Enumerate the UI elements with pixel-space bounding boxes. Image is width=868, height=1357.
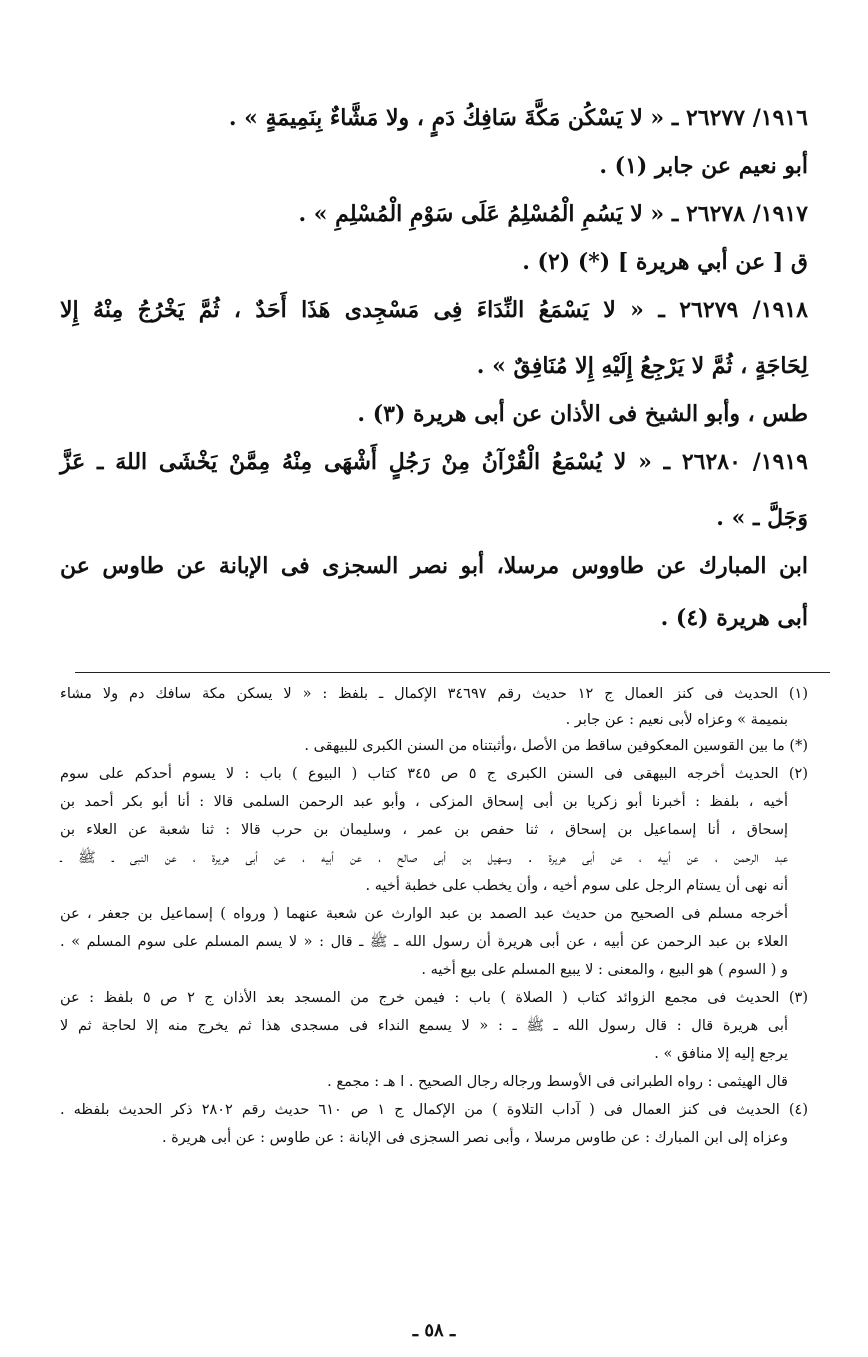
footnote-3-line-1: (٣) الحديث فى مجمع الزوائد كتاب ( الصلاة ) باب : فيمن خرج من المسجد بعد الأذان ج ٢ ص ٥ بلفظ : عن — [60, 990, 808, 1006]
footnote-2-line-6: أخرجه مسلم فى الصحيح من حديث عبد الصمد بن عبد الوارث عن شعبة عنهما ( ورواه ) إسماعيل بن جعفر ، عن — [60, 906, 788, 922]
hadith-1919-line-1: ١٩١٩/ ٢٦٢٨٠ ـ « لا يُسْمَعُ الْقُرْآنُ مِنْ رَجُلٍ أَشْهَى مِنْهُ مِمَّنْ يَخْشَى اللهَ ـ عَزَّ — [60, 449, 808, 475]
footnote-3-line-3: يرجع إليه إلا منافق » . — [654, 1046, 788, 1062]
footnote-3-line-4: قال الهيثمى : رواه الطبرانى فى الأوسط ورجاله رجال الصحيح . ا هـ : مجمع . — [327, 1074, 788, 1090]
footnote-separator — [75, 672, 830, 673]
source-1918: طس ، وأبو الشيخ فى الأذان عن أبى هريرة (٣) . — [357, 401, 808, 427]
footnote-1-line-1: (١) الحديث فى كنز العمال ج ١٢ حديث رقم ٣٤٦٩٧ الإكمال ـ بلفظ : « لا يسكن مكة سافك دم ولا مشاء — [60, 686, 809, 702]
footnote-star: (*) ما بين القوسين المعكوفين ساقط من الأصل ،وأثبتناه من السنن الكبرى للبيهقى . — [304, 738, 808, 754]
hadith-1919-line-2: وَجَلَّ ـ » . — [716, 505, 808, 531]
source-1917: ق [ عن أبي هريرة ] (*) (٢) . — [522, 249, 808, 275]
footnote-2-line-3: إسحاق ، أنا إسماعيل بن إسحاق ، ثنا حفص بن عمر ، وسليمان بن حرب قالا : ثنا شعبة عن العلاء بن — [60, 822, 788, 838]
footnote-1-line-2: بنميمة » وعزاه لأبى نعيم : عن جابر . — [565, 712, 788, 728]
source-1916: أبو نعيم عن جابر (١) . — [599, 153, 808, 179]
page-number: ـ ٥٨ ـ — [412, 1320, 456, 1341]
footnote-2-line-7: العلاء بن عبد الرحمن عن أبيه ، عن أبى هريرة أن رسول الله ـ ﷺ ـ قال : « لا يسم المسلم على سوم المسلم » . — [60, 934, 788, 950]
footnote-4-line-2: وعزاه إلى ابن المبارك : عن طاوس مرسلا ، وأبى نصر السجزى فى الإبانة : عن طاوس : عن أبى هريرة . — [161, 1130, 788, 1146]
hadith-1916: ١٩١٦/ ٢٦٢٧٧ ـ « لا يَسْكُن مَكَّةَ سَافِكُ دَمٍ ، ولا مَشَّاءٌ بِنَمِيمَةٍ » . — [228, 105, 808, 131]
hadith-1917: ١٩١٧/ ٢٦٢٧٨ ـ « لا يَسُمِ الْمُسْلِمُ عَلَى سَوْمِ الْمُسْلِمِ » . — [298, 201, 808, 227]
hadith-1918-line-2: لِحَاجَةٍ ، ثُمَّ لا يَرْجِعُ إِلَيْهِ إِلا مُنَافِقٌ » . — [476, 353, 808, 379]
footnote-2-line-8: و ( السوم ) هو البيع ، والمعنى : لا يبيع المسلم على بيع أخيه . — [421, 962, 788, 978]
footnote-2-line-4: عبد الرحمن ، عن أبيه ، عن أبى هريرة . وسهيل بن أبى صالح ، عن أبيه ، عن أبى هريرة ، عن النبى ـ ﷺ ـ — [60, 850, 788, 866]
footnote-2-line-1: (٢) الحديث أخرجه البيهقى فى السنن الكبرى ج ٥ ص ٣٤٥ كتاب ( البيوع ) باب : لا يسوم أحدكم على سوم — [60, 766, 808, 782]
source-1919-line-2: أبى هريرة (٤) . — [660, 605, 808, 631]
source-1919-line-1: ابن المبارك عن طاووس مرسلا، أبو نصر السجزى فى الإبانة عن طاوس عن — [60, 553, 808, 579]
footnote-4-line-1: (٤) الحديث فى كنز العمال فى ( آداب التلاوة ) من الإكمال ج ١ ص ٦١٠ حديث رقم ٢٨٠٢ ذكر الحديث بلفظه . — [60, 1102, 808, 1118]
hadith-1918-line-1: ١٩١٨/ ٢٦٢٧٩ ـ « لا يَسْمَعُ النِّدَاءَ فِى مَسْجِدى هَذَا أَحَدٌ ، ثُمَّ يَخْرُجُ مِنْهُ إِلا — [60, 297, 808, 323]
footnote-2-line-2: أخيه ، بلفظ : أخبرنا أبو زكريا بن أبى إسحاق المزكى ، وأبو عبد الرحمن السلمى قالا : أنا أبو بكر أحمد بن — [60, 794, 788, 810]
footnote-3-line-2: أبى هريرة قال : قال رسول الله ـ ﷺ ـ : « لا يسمع النداء فى مسجدى هذا ثم يخرج منه إلا لحاجة ثم لا — [60, 1018, 788, 1034]
footnote-2-line-5: أنه نهى أن يستام الرجل على سوم أخيه ، وأن يخطب على خطبة أخيه . — [365, 878, 788, 894]
